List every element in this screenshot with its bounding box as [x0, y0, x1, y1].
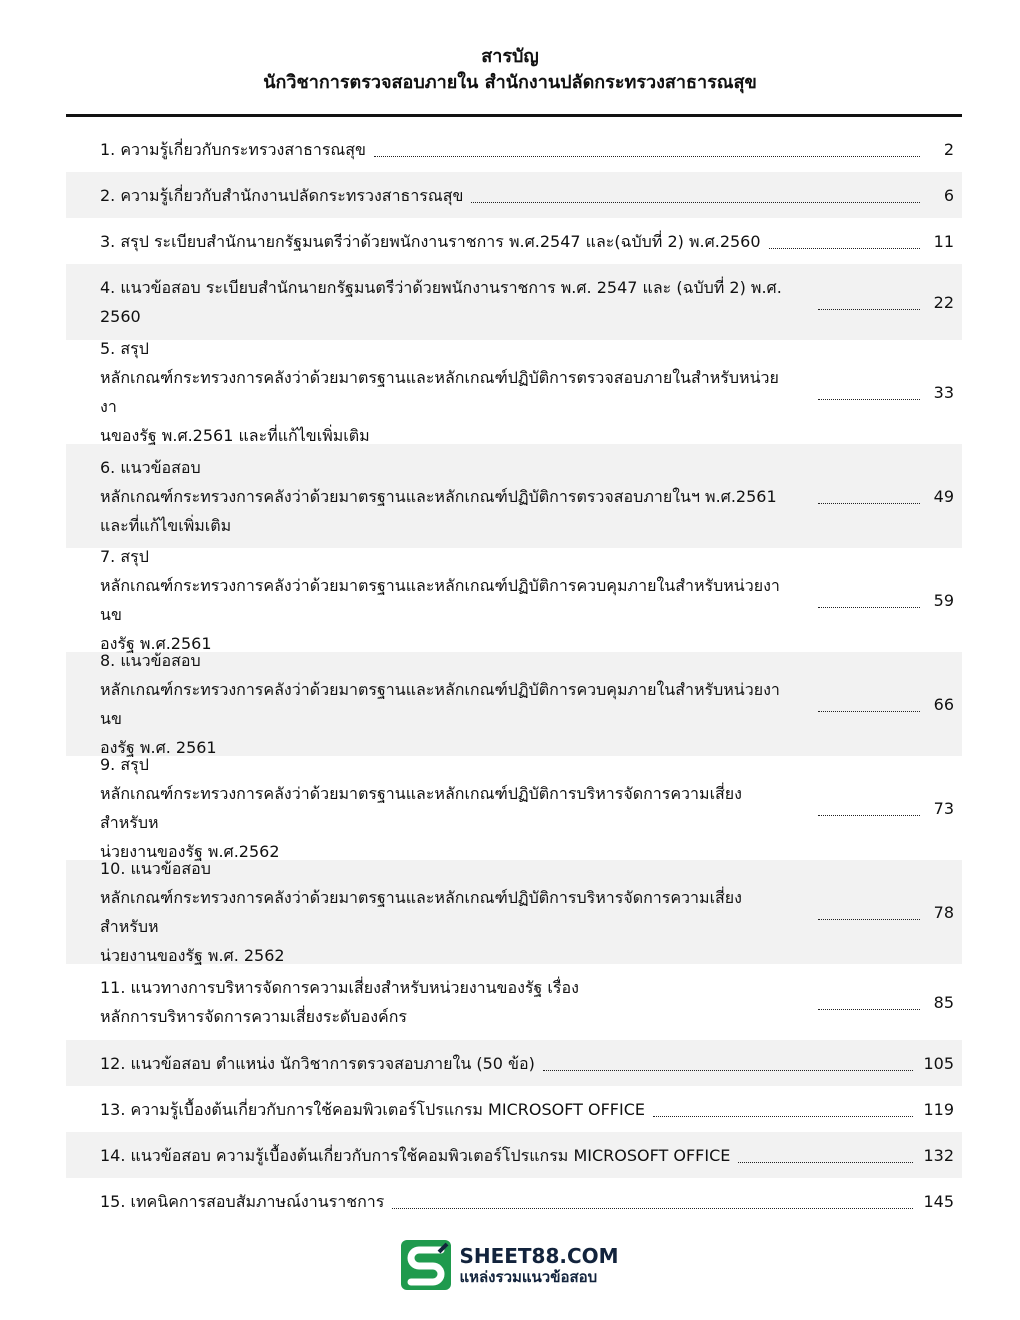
toc-entry-title-line: องรัฐ พ.ศ. 2561: [100, 738, 217, 757]
toc-entry-title-line: นของรัฐ พ.ศ.2561 และที่แก้ไขเพิ่มเติม: [100, 426, 370, 445]
toc-entry-title: [66, 1187, 384, 1216]
dot-leader: [392, 1208, 913, 1209]
toc-entry-title-line: หลักเกณฑ์กระทรวงการคลังว่าด้วยมาตรฐานและหลักเกณฑ์ปฏิบัติการบริหารจัดการความเสี่ยงสำหรับห: [100, 784, 742, 832]
toc-entry[interactable]: [66, 340, 962, 444]
toc-entry-title-line: 4. แนวข้อสอบ ระเบียบสำนักนายกรัฐมนตรีว่าด้วยพนักงานราชการ พ.ศ. 2547 และ (ฉบับที่ 2) พ.ศ.: [100, 278, 782, 297]
toc-entry-title-line: หลักเกณฑ์กระทรวงการคลังว่าด้วยมาตรฐานและหลักเกณฑ์ปฏิบัติการควบคุมภายในสำหรับหน่วยงานข: [100, 576, 780, 624]
toc-entry[interactable]: [66, 264, 962, 340]
toc-entry-title-line: 8. แนวข้อสอบ: [100, 651, 201, 670]
toc-entry-title-line: 2560: [100, 307, 141, 326]
dot-leader: [374, 156, 920, 157]
header-divider: [66, 114, 962, 117]
toc-entry-title-line: หลักเกณฑ์กระทรวงการคลังว่าด้วยมาตรฐานและหลักเกณฑ์ปฏิบัติการตรวจสอบภายในฯ พ.ศ.2561: [100, 486, 777, 506]
toc-entry[interactable]: [66, 444, 962, 548]
toc-page-number: 105: [923, 1053, 954, 1073]
toc-page-number: 78: [933, 902, 954, 922]
toc-entry-title: [66, 334, 790, 450]
toc-entry-title-line: น่วยงานของรัฐ พ.ศ. 2562: [100, 946, 285, 965]
toc-entry-title-line: 13. ความรู้เบื้องต้นเกี่ยวกับการใช้คอมพิวเตอร์โปรแกรม MICROSOFT OFFICE: [100, 1099, 645, 1119]
dot-leader: [818, 607, 920, 608]
toc-page-number: 145: [923, 1191, 954, 1211]
toc-entry-title-line: 9. สรุป: [100, 755, 149, 774]
dot-leader: [471, 202, 920, 203]
toc-entry-title: [66, 453, 777, 540]
toc-entry-title-line: 12. แนวข้อสอบ ตำแหน่ง นักวิชาการตรวจสอบภายใน (50 ข้อ): [100, 1053, 535, 1073]
toc-entry-title-line: องรัฐ พ.ศ.2561: [100, 634, 212, 653]
toc-entry-title: [66, 646, 790, 762]
toc-entry[interactable]: [66, 172, 962, 218]
page-title: สารบัญ: [481, 46, 539, 67]
dot-leader: [818, 815, 920, 816]
toc-entry-title-line: หลักเกณฑ์กระทรวงการคลังว่าด้วยมาตรฐานและหลักเกณฑ์ปฏิบัติการตรวจสอบภายในสำหรับหน่วยงา: [100, 368, 779, 416]
toc-entry-title: [66, 227, 761, 256]
toc-entry[interactable]: [66, 1040, 962, 1086]
toc-entry-title-line: 11. แนวทางการบริหารจัดการความเสี่ยงสำหรับหน่วยงานของรัฐ เรื่อง: [100, 978, 579, 997]
toc-entry-title: [66, 1141, 730, 1170]
brand-name: SHEET88.COM: [459, 1244, 619, 1268]
dot-leader: [818, 399, 920, 400]
toc-entry-title: [66, 181, 463, 210]
toc-entry-title-line: และที่แก้ไขเพิ่มเติม: [100, 515, 232, 535]
dot-leader: [738, 1162, 913, 1163]
toc-entry[interactable]: [66, 1132, 962, 1178]
toc-entry-title: [66, 750, 790, 866]
page-header: [0, 44, 1020, 96]
toc-entry-title-line: หลักการบริหารจัดการความเสี่ยงระดับองค์กร: [100, 1007, 407, 1026]
toc-page-number: 49: [933, 486, 954, 506]
toc-entry-title-line: 2. ความรู้เกี่ยวกับสำนักงานปลัดกระทรวงสาธารณสุข: [100, 185, 464, 205]
toc-page-number: 22: [933, 292, 954, 312]
toc-page-number: 73: [933, 798, 954, 818]
toc-entry-title-line: 7. สรุป: [100, 547, 149, 566]
dot-leader: [818, 503, 920, 504]
toc-page-number: 6: [943, 185, 954, 205]
toc-page-number: 2: [943, 139, 954, 159]
toc-entry-title: [66, 135, 366, 164]
toc-entry[interactable]: [66, 126, 962, 172]
toc-page-number: 85: [933, 992, 954, 1012]
dot-leader: [653, 1116, 913, 1117]
toc-page-number: 119: [923, 1099, 954, 1119]
toc-entry-title: [66, 1049, 535, 1078]
toc-entry-title-line: 15. เทคนิคการสอบสัมภาษณ์งานราชการ: [100, 1191, 385, 1211]
toc-page-number: 66: [933, 694, 954, 714]
sheet88-logo-icon: [401, 1240, 451, 1290]
dot-leader: [543, 1070, 914, 1071]
toc-page-number: 33: [933, 382, 954, 402]
toc-entry-title-line: หลักเกณฑ์กระทรวงการคลังว่าด้วยมาตรฐานและหลักเกณฑ์ปฏิบัติการบริหารจัดการความเสี่ยงสำหรับห: [100, 888, 742, 936]
toc-entry-title-line: 6. แนวข้อสอบ: [100, 457, 201, 477]
dot-leader: [818, 919, 920, 920]
toc-entry-title-line: 5. สรุป: [100, 339, 149, 358]
toc-entry-title-line: หลักเกณฑ์กระทรวงการคลังว่าด้วยมาตรฐานและหลักเกณฑ์ปฏิบัติการควบคุมภายในสำหรับหน่วยงานข: [100, 680, 780, 728]
footer-logo: [0, 1240, 1020, 1290]
toc-entry[interactable]: [66, 218, 962, 264]
toc-entry-title: [66, 973, 579, 1031]
table-of-contents: [66, 126, 962, 1224]
toc-entry-title-line: น่วยงานของรัฐ พ.ศ.2562: [100, 842, 280, 861]
brand-text: [459, 1244, 618, 1286]
toc-entry-title-line: 3. สรุป ระเบียบสำนักนายกรัฐมนตรีว่าด้วยพนักงานราชการ พ.ศ.2547 และ(ฉบับที่ 2) พ.ศ.2560: [100, 231, 761, 251]
toc-entry[interactable]: [66, 1178, 962, 1224]
toc-entry-title: [66, 542, 790, 658]
toc-entry-title-line: 10. แนวข้อสอบ: [100, 859, 211, 878]
dot-leader: [818, 1009, 920, 1010]
brand-tagline: แหล่งรวมแนวข้อสอบ: [459, 1268, 598, 1286]
toc-entry-title: [66, 1095, 645, 1124]
toc-entry-title: [66, 854, 790, 970]
toc-entry[interactable]: [66, 548, 962, 652]
dot-leader: [769, 248, 920, 249]
toc-page-number: 132: [923, 1145, 954, 1165]
dot-leader: [818, 711, 920, 712]
toc-entry-title-line: 14. แนวข้อสอบ ความรู้เบื้องต้นเกี่ยวกับการใช้คอมพิวเตอร์โปรแกรม MICROSOFT OFFICE: [100, 1145, 731, 1165]
dot-leader: [818, 309, 920, 310]
toc-page-number: 59: [933, 590, 954, 610]
toc-page-number: 11: [933, 231, 954, 251]
toc-entry[interactable]: [66, 860, 962, 964]
toc-entry[interactable]: [66, 756, 962, 860]
toc-entry[interactable]: [66, 964, 962, 1040]
toc-entry[interactable]: [66, 652, 962, 756]
toc-entry-title: [66, 273, 782, 331]
toc-entry[interactable]: [66, 1086, 962, 1132]
toc-entry-title-line: 1. ความรู้เกี่ยวกับกระทรวงสาธารณสุข: [100, 139, 366, 159]
page-subtitle: นักวิชาการตรวจสอบภายใน สำนักงานปลัดกระทรวงสาธารณสุข: [263, 72, 757, 93]
